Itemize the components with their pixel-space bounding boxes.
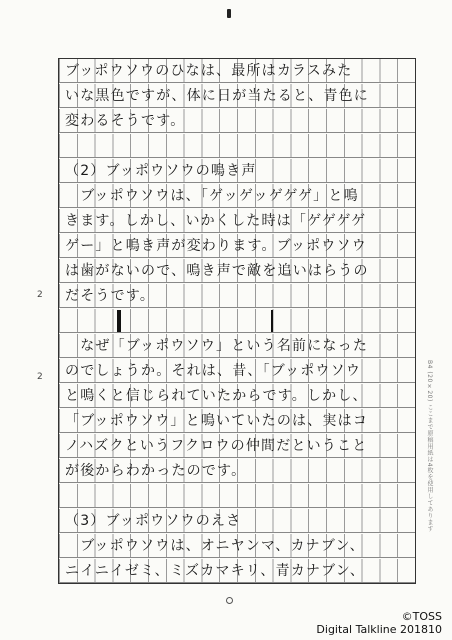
manuscript-row [59,334,415,358]
manuscript-line-text: （2）ブッポウソウの鳴き声 [65,163,257,179]
manuscript-row [59,484,415,508]
manuscript-row [59,384,415,408]
manuscript-line-text: だそうです。 [65,288,156,304]
manuscript-row [59,559,415,583]
correction-mark [271,310,273,332]
manuscript-row [59,259,415,283]
manuscript-line-text: きます。しかし、いかくした時は「ゲゲゲゲ [65,213,367,229]
manuscript-line-text: 変わるそうです。 [65,113,186,129]
credit-text: Digital Talkline 201810 [316,623,442,636]
manuscript-row [59,409,415,433]
bottom-binding-mark [226,597,233,604]
manuscript-row [59,359,415,383]
manuscript-line-text: ニイニイゼミ、ミズカマキリ、青カナブン、 [65,563,366,579]
manuscript-row [59,209,415,233]
manuscript-row [59,84,415,108]
manuscript-row [59,284,415,308]
manuscript-row [59,434,415,458]
copyright-text: ©TOSS [401,610,442,623]
manuscript-line-text: ゲー」と鳴き声が変わります。ブッポウソウ [65,238,367,254]
manuscript-grid [58,58,416,584]
correction-mark [117,310,121,332]
manuscript-line-text: と鳴くと信じられていたからです。しかし、 [65,388,368,404]
manuscript-row [59,234,415,258]
manuscript-row [59,59,415,83]
manuscript-row [59,159,415,183]
manuscript-line-text: ブッポウソウのひなは、最所はカラスみた [65,63,353,79]
side-page-mark: 2 [37,372,43,382]
manuscript-row [59,509,415,533]
manuscript-line-text: が後からわかったのです。 [65,463,247,479]
manuscript-line-text: ノハズクというフクロウの仲間だということ [65,438,368,454]
manuscript-row [59,134,415,158]
manuscript-row [59,459,415,483]
manuscript-line-text: は歯がないので、鳴き声で敵を追いはらうの [65,263,369,279]
side-page-mark: 2 [37,290,43,300]
manuscript-row [59,109,415,133]
manuscript-row [59,184,415,208]
footer [316,610,442,636]
manuscript-line-text: 「ブッポウソウ」と鳴いていたのは、実はコ [65,413,369,429]
manuscript-line-text: （3）ブッポウソウのえさ [65,513,242,529]
manuscript-line-text: ブッポウソウは、「ゲッゲッゲゲゲ」と鳴 [65,188,359,204]
manuscript-line-text: のでしょうか。それは、昔、「ブッポウソウ [65,363,362,379]
top-binding-mark [227,9,231,18]
side-note: B4 (20×20) ここまで原稿用紙は4枚を使用してあります [426,360,433,533]
manuscript-line-text: なぜ「ブッポウソウ」という名前になった [65,338,369,354]
manuscript-row [59,309,415,333]
manuscript-row [59,534,415,558]
manuscript-line-text: ブッポウソウは、オニヤンマ、カナブン、 [65,538,365,554]
manuscript-line-text: いな黒色ですが、体に日が当たると、青色に [65,88,369,104]
